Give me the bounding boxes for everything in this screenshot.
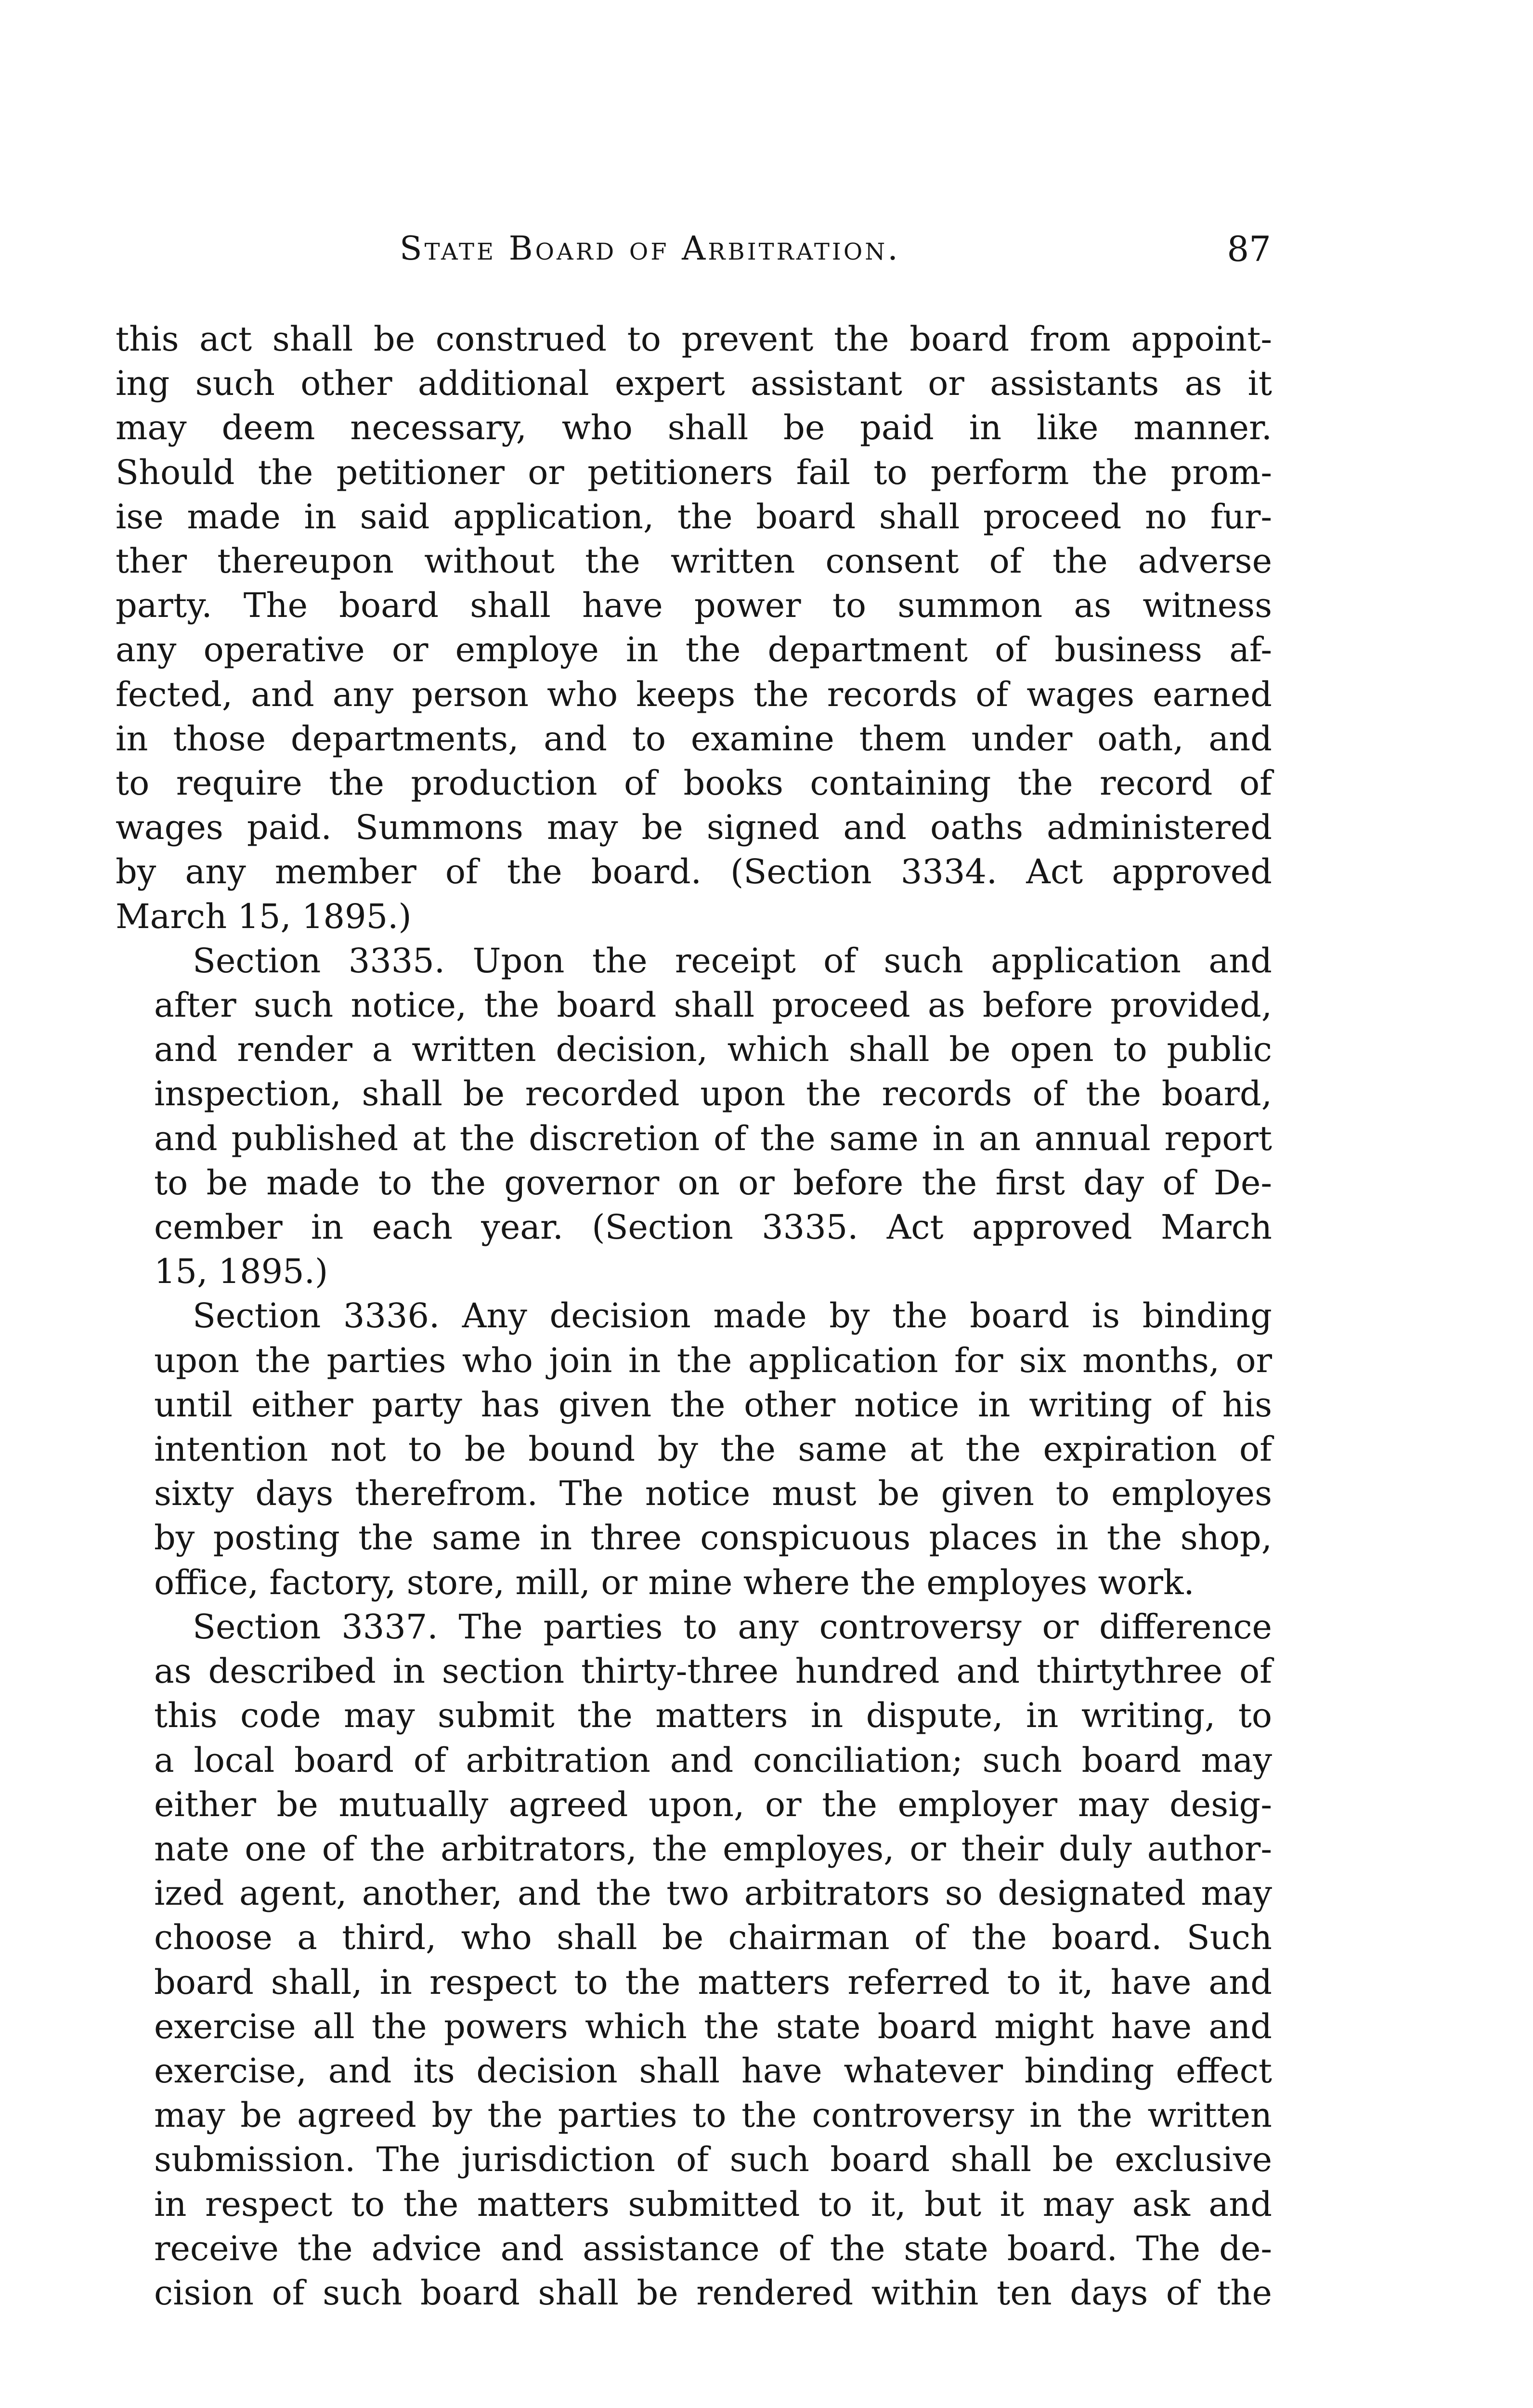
text-line: may be agreed by the parties to the controversy in the written [154,2095,1272,2135]
body-text [116,317,1272,2315]
text-line: office, factory, store, mill, or mine where the employes work. [154,1562,1195,1602]
text-line: cember in each year. (Section 3335. Act approved March [154,1207,1272,1247]
text-line: sixty days therefrom. The notice must be given to employes [154,1474,1272,1514]
text-line: ized agent, another, and the two arbitrators so designated may [154,1873,1272,1913]
text-line: this code may submit the matters in dispute, in writing, to [154,1696,1272,1736]
text-line: fected, and any person who keeps the records of wages earned [116,674,1272,714]
paragraph-section-3335 [116,939,1272,1294]
text-line: nate one of the arbitrators, the employes, or their duly author- [154,1829,1272,1869]
text-line: ing such other additional expert assistant or assistants as it [116,364,1272,404]
text-line: Section 3335. Upon the receipt of such application and [193,941,1272,981]
text-line: inspection, shall be recorded upon the records of the board, [154,1074,1272,1114]
text-line: submission. The jurisdiction of such board shall be exclusive [154,2140,1272,2180]
page-number: 87 [1227,229,1271,269]
text-line: receive the advice and assistance of the state board. The de- [154,2228,1272,2268]
text-line: intention not to be bound by the same at the expiration of [154,1429,1272,1469]
text-line: after such notice, the board shall proceed as before provided, [154,985,1272,1025]
text-line: in those departments, and to examine them under oath, and [116,719,1272,759]
text-line: a local board of arbitration and conciliation; such board may [154,1740,1272,1780]
text-line: cision of such board shall be rendered within ten days of the [154,2273,1272,2313]
text-line: and render a written decision, which shall be open to public [154,1030,1272,1070]
text-line: exercise, and its decision shall have whatever binding effect [154,2051,1272,2091]
text-line: any operative or employe in the department of business af- [116,630,1272,670]
running-title: State Board of Arbitration. [400,230,900,268]
paragraph-continuation [116,317,1272,939]
text-line: Section 3337. The parties to any controversy or difference [193,1607,1272,1647]
text-line: in respect to the matters submitted to it, but it may ask and [154,2184,1272,2224]
text-line: by posting the same in three conspicuous places in the shop, [154,1518,1272,1558]
text-line: ther thereupon without the written consent of the adverse [116,541,1272,581]
text-line: March 15, 1895.) [116,896,412,936]
text-line: board shall, in respect to the matters referred to it, have and [154,1962,1272,2002]
text-line: until either party has given the other notice in writing of his [154,1385,1272,1425]
text-line: to be made to the governor on or before the first day of De- [154,1163,1272,1203]
text-line: upon the parties who join in the application for six months, or [154,1340,1272,1380]
text-line: as described in section thirty-three hundred and thirtythree of [154,1651,1272,1691]
text-line: choose a third, who shall be chairman of the board. Such [154,1918,1272,1958]
paragraph-section-3336 [116,1294,1272,1604]
text-line: Section 3336. Any decision made by the board is binding [193,1296,1272,1336]
text-line: ise made in said application, the board shall proceed no fur- [116,497,1272,537]
text-line: exercise all the powers which the state board might have and [154,2006,1272,2046]
text-line: by any member of the board. (Section 3334. Act approved [116,852,1272,892]
paragraph-section-3337 [116,1605,1272,2315]
text-line: and published at the discretion of the same in an annual report [154,1118,1272,1158]
text-line: wages paid. Summons may be signed and oaths administered [116,808,1272,848]
text-line: to require the production of books containing the record of [116,763,1272,803]
text-line: this act shall be construed to prevent the board from appoint- [116,319,1272,359]
text-line: Should the petitioner or petitioners fail to perform the prom- [116,452,1272,492]
text-line: party. The board shall have power to summon as witness [116,586,1272,626]
running-head [116,222,1271,275]
text-line: either be mutually agreed upon, or the employer may desig- [154,1784,1272,1824]
text-line: may deem necessary, who shall be paid in like manner. [116,408,1272,448]
text-line: 15, 1895.) [154,1252,328,1292]
